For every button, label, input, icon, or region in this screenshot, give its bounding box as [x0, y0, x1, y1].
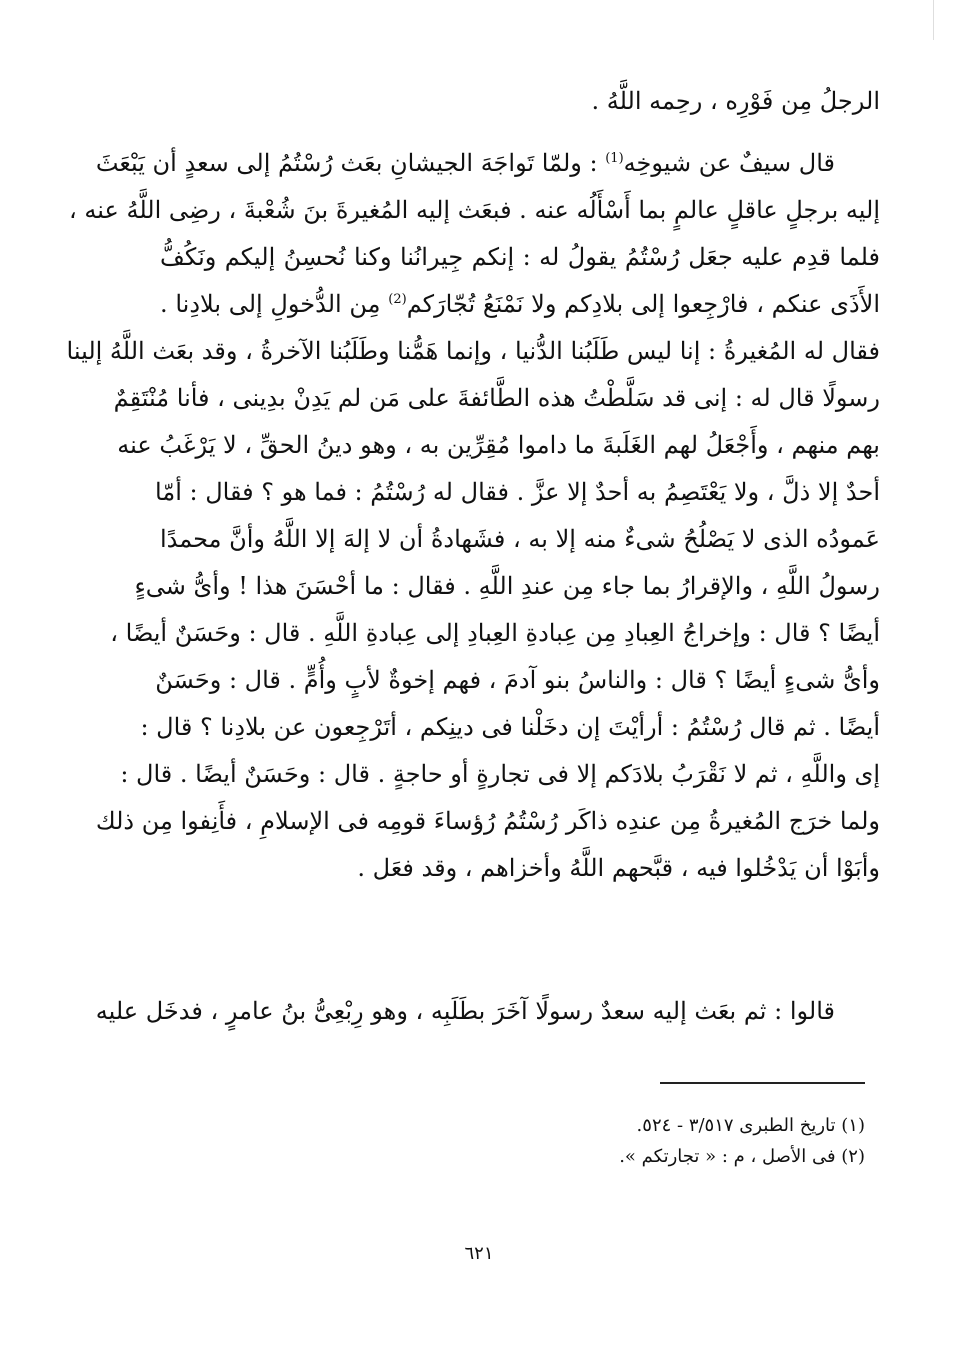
text-line: بهم منهم ، وأَجْعَلُ لهم الغَلَبةَ ما داموا مُقِرِّين به ، وهو دينُ الحقِّ ، لا يَرْغَبُ عنه — [117, 431, 880, 459]
text-line: رسولًا قال له : إنى قد سَلَّطْتُ هذه الطَّائفةَ على مَن لم يَدِنْ بدِينى ، فأنا مُنْتَقِمٌ — [113, 384, 880, 412]
text-segment: الأَذَى عنكم ، فارْجِعوا إلى بلادِكم ولا نَمْنَعُ تُجّارَكم — [406, 290, 881, 318]
text-line: أيضًا . ثم قال رُسْتُمُ : أرأيْتَ إن دخَلْنا فى دينِكم ، أتَرْجِعون عن بلادِنا ؟ قال : — [140, 713, 880, 741]
text-line: الرجلُ مِن فَوْرِه ، رحِمه اللَّهُ . — [591, 87, 880, 115]
text-line: وأبَوْا أن يَدْخُلوا فيه ، قبَّحهم اللَّهُ وأخزاهم ، وقد فعَل . — [357, 854, 880, 882]
footnote-1: (١) تاريخ الطبرى ٣/٥١٧ - ٥٢٤. — [636, 1115, 865, 1136]
text-line: إى واللَّهِ ، ثم لا نَقْرَبُ بلادَكم إلا فى تجارةٍ أو حاجةٍ . قال : وحَسَنٌ أيضًا . قال : — [120, 760, 880, 788]
footnotes — [400, 1110, 865, 1172]
text-line: عَمودُه الذى لا يَصْلُحُ شىءٌ منه إلا به ، فشَهادةُ أن لا إلهَ إلا اللَّهُ وأنَّ محمدًا — [160, 525, 880, 553]
text-segment: مِن الدُّخولِ إلى بلادِنا . — [160, 290, 389, 318]
paragraph-continuation — [160, 78, 880, 125]
paragraph-next — [95, 988, 880, 1035]
paragraph-main — [66, 140, 881, 892]
footnote-separator — [660, 1082, 865, 1084]
page-number: ٦٢١ — [464, 1243, 494, 1264]
text-line: فقال له المُغيرةُ : إنا ليس طَلَبُنا الدُّنيا ، وإنما هَمُّنا وطَلَبُنا الآخرةُ ، وقد بعَث اللَّهُ إلينا — [66, 337, 880, 365]
text-line: أيضًا ؟ قال : وإخراجُ العِبادِ مِن عِبادةِ العِبادِ إلى عِبادةِ اللَّهِ . قال : وحَسَنٌ أيضًا ، — [110, 619, 880, 647]
scan-edge-mark — [933, 0, 952, 40]
text-line — [160, 281, 880, 328]
text-line: فلما قدِم عليه جعَل رُسْتُمُ يقولُ له : إنكم جِيرانُنا وكنا نُحسِنُ إليكم ونَكُفُّ — [160, 243, 880, 271]
text-line: أحدٌ إلا ذلَّ ، ولا يَعْتَصِمُ به أحدٌ إلا عزَّ . فقال له رُسْتُمُ : فما هو ؟ فقال : أمّا — [155, 478, 880, 506]
footnote-reference: (2) — [388, 292, 407, 307]
text-segment: : ولمّا تَواجَهَ الجيشانِ بعَث رُسْتُمُ إلى سعدٍ أن يَبْعَثَ — [95, 149, 606, 177]
text-line: وأىُّ شىءٍ أيضًا ؟ قال : والناسُ بنو آدمَ ، فهم إخوةٌ لأبٍ وأُمٍّ . قال : وحَسَنٌ — [155, 666, 880, 694]
footnote-reference: (1) — [605, 151, 624, 166]
text-line: إليه برجلٍ عاقلٍ عالمٍ بما أَسْأَلُه عنه . فبعَث إليه المُغيرةَ بنَ شُعْبةَ ، رضِى اللَّهُ عنه ، — [69, 196, 880, 224]
text-line: رسولُ اللَّهِ ، والإقرارُ بما جاء مِن عندِ اللَّهِ . فقال : ما أحْسَنَ هذا ! وأىُّ شىءٍ — [134, 572, 880, 600]
text-line: ولما خرَج المُغيرةُ مِن عندِه ذاكَر رُسْتُمُ رُؤساءَ قومِه فى الإسلامِ ، فأَنِفوا مِن ذلك — [95, 807, 880, 835]
text-segment: قال سيفٌ عن شيوخِه — [623, 149, 835, 177]
text-line — [95, 140, 880, 187]
footnote-2: (٢) فى الأصل ، م : « تجارتكم ». — [619, 1146, 865, 1167]
text-line: قالوا : ثم بعَث إليه سعدٌ رسولًا آخَرَ بطَلَبِه ، وهو رِبْعِىُّ بنُ عامرٍ ، فدخَل عليه — [95, 997, 835, 1025]
